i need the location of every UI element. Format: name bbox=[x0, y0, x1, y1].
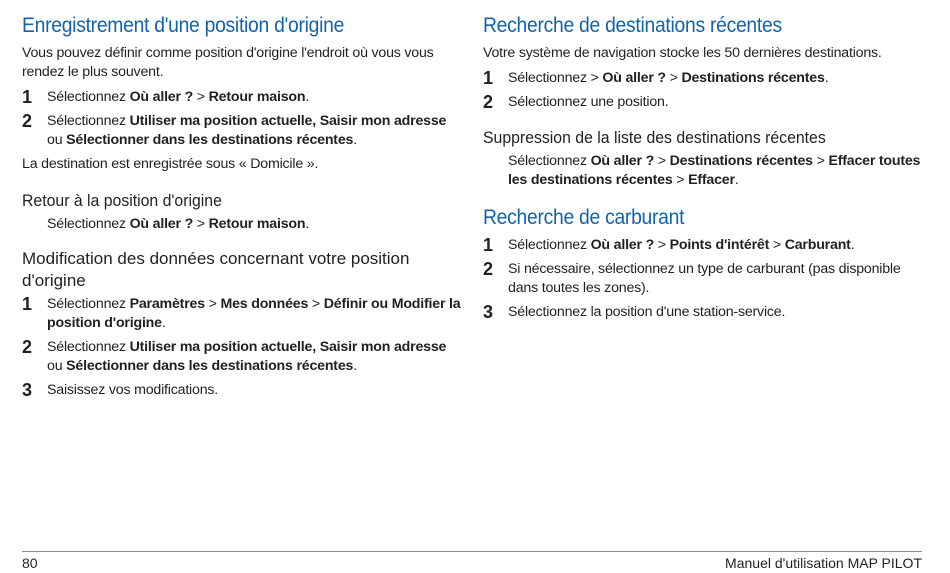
subsection-title-modify-home: Modification des données concernant votre position d'origine bbox=[22, 249, 410, 290]
instruction-text: ou bbox=[47, 358, 67, 374]
instruction-text: Sélectionnez bbox=[47, 216, 130, 232]
menu-path-text: Effacer toutes les destinations récentes bbox=[508, 153, 921, 188]
step-text bbox=[47, 88, 309, 107]
instruction-text: > bbox=[812, 153, 829, 169]
step-number: 2 bbox=[483, 259, 494, 279]
menu-path-text: Où aller ? bbox=[590, 237, 655, 253]
step-item bbox=[22, 338, 462, 376]
instruction-text: Sélectionnez bbox=[508, 153, 591, 169]
subsection-title-delete-recent: Suppression de la liste des destinations récentes bbox=[483, 128, 826, 147]
step-item bbox=[483, 303, 928, 322]
recent-steps bbox=[483, 69, 928, 112]
menu-path-text: Carburant bbox=[784, 237, 851, 253]
instruction-text: > bbox=[769, 237, 785, 253]
fuel-steps bbox=[483, 236, 928, 322]
modify-steps bbox=[22, 295, 462, 400]
instruction-text: Sélectionnez bbox=[47, 113, 130, 129]
step-text bbox=[508, 93, 668, 112]
menu-path-text: Sélectionner dans les destinations récentes bbox=[66, 358, 354, 374]
step-text bbox=[508, 236, 854, 255]
instruction-text: > bbox=[654, 153, 670, 169]
step-item bbox=[483, 93, 928, 112]
instruction-text: > bbox=[193, 89, 209, 105]
instruction-text: Sélectionnez bbox=[47, 339, 130, 355]
instruction-text: Sélectionnez > bbox=[508, 70, 603, 86]
page-number: 80 bbox=[22, 555, 38, 571]
step-item bbox=[22, 112, 462, 150]
step-number: 1 bbox=[483, 68, 494, 88]
menu-path-text: Où aller ? bbox=[129, 89, 194, 105]
step-number: 2 bbox=[22, 111, 33, 131]
step-text bbox=[508, 303, 785, 322]
step-number: 2 bbox=[22, 337, 33, 357]
right-column bbox=[483, 12, 928, 327]
step-number: 3 bbox=[22, 380, 33, 400]
instruction-text: . bbox=[161, 315, 166, 331]
instruction-text: > bbox=[204, 296, 221, 312]
instruction-text: > bbox=[665, 70, 682, 86]
delete-recent-instruction bbox=[483, 152, 928, 190]
step-number: 3 bbox=[483, 302, 494, 322]
instruction-text: Saisissez vos modifications. bbox=[47, 382, 219, 398]
step-item bbox=[22, 381, 462, 400]
instruction-text: Sélectionnez la position d'une station-service. bbox=[508, 304, 786, 320]
menu-path-text: Destinations récentes bbox=[681, 70, 825, 86]
instruction-text: . bbox=[850, 237, 855, 253]
instruction-text: Sélectionnez bbox=[508, 237, 591, 253]
step-number: 1 bbox=[22, 87, 33, 107]
instruction-text: . bbox=[824, 70, 829, 86]
instruction-text: > bbox=[672, 172, 689, 188]
step-item bbox=[483, 69, 928, 88]
instruction-text: > bbox=[308, 296, 324, 312]
menu-path-text: Mes données bbox=[220, 296, 309, 312]
footer-divider bbox=[22, 551, 922, 552]
instruction-text: Sélectionnez bbox=[47, 296, 130, 312]
step-number: 1 bbox=[22, 294, 33, 314]
return-home-instruction bbox=[22, 215, 462, 234]
step-text bbox=[47, 338, 462, 376]
menu-path-text: Utiliser ma position actuelle, Saisir mon adresse bbox=[129, 113, 447, 129]
left-column bbox=[22, 12, 462, 405]
menu-path-text: Retour maison bbox=[208, 216, 306, 232]
step-item bbox=[22, 295, 462, 333]
menu-path-text: Utiliser ma position actuelle, Saisir mon adresse bbox=[129, 339, 447, 355]
recent-intro-text: Votre système de navigation stocke les 50 dernières destinations. bbox=[483, 45, 882, 61]
manual-title: Manuel d'utilisation MAP PILOT bbox=[725, 555, 922, 571]
step-number: 1 bbox=[483, 235, 494, 255]
menu-path-text: Points d'intérêt bbox=[669, 237, 770, 253]
step-item bbox=[483, 260, 928, 298]
instruction-text: Sélectionnez bbox=[47, 89, 130, 105]
instruction-text: > bbox=[193, 216, 209, 232]
section-title-home-position: Enregistrement d'une position d'origine bbox=[22, 14, 345, 37]
intro-text: Vous pouvez définir comme position d'origine l'endroit où vous vous rendez le plus souvent. bbox=[22, 45, 434, 80]
home-steps bbox=[22, 88, 462, 150]
step-text bbox=[47, 112, 462, 150]
instruction-text: . bbox=[305, 89, 310, 105]
step-number: 2 bbox=[483, 92, 494, 112]
note-text: La destination est enregistrée sous « Domicile ». bbox=[22, 156, 319, 172]
instruction-text: . bbox=[734, 172, 739, 188]
step-text bbox=[47, 295, 462, 333]
menu-path-text: Sélectionner dans les destinations récentes bbox=[66, 132, 354, 148]
menu-path-text: Retour maison bbox=[208, 89, 306, 105]
instruction-text: Si nécessaire, sélectionnez un type de carburant (pas disponible dans toutes les zones). bbox=[508, 261, 901, 296]
menu-path-text: Paramètres bbox=[129, 296, 205, 312]
instruction-text: . bbox=[353, 358, 357, 374]
section-title-recent-destinations: Recherche de destinations récentes bbox=[483, 14, 782, 37]
step-item bbox=[22, 88, 462, 107]
instruction-text: ou bbox=[47, 132, 67, 148]
menu-path-text: Où aller ? bbox=[129, 216, 194, 232]
step-text bbox=[508, 260, 928, 298]
instruction-text: . bbox=[353, 132, 357, 148]
instruction-text: > bbox=[654, 237, 670, 253]
menu-path-text: Où aller ? bbox=[602, 70, 666, 86]
step-text bbox=[47, 381, 218, 400]
instruction-text: . bbox=[305, 216, 310, 232]
menu-path-text: Définir ou Modifier la position d'origine bbox=[47, 296, 461, 331]
step-item bbox=[483, 236, 928, 255]
section-title-fuel: Recherche de carburant bbox=[483, 206, 685, 229]
menu-path-text: Destinations récentes bbox=[669, 153, 813, 169]
subsection-title-return-home: Retour à la position d'origine bbox=[22, 191, 222, 210]
step-text bbox=[508, 69, 828, 88]
instruction-text: Sélectionnez une position. bbox=[508, 94, 669, 110]
menu-path-text: Effacer bbox=[688, 172, 735, 188]
menu-path-text: Où aller ? bbox=[590, 153, 655, 169]
